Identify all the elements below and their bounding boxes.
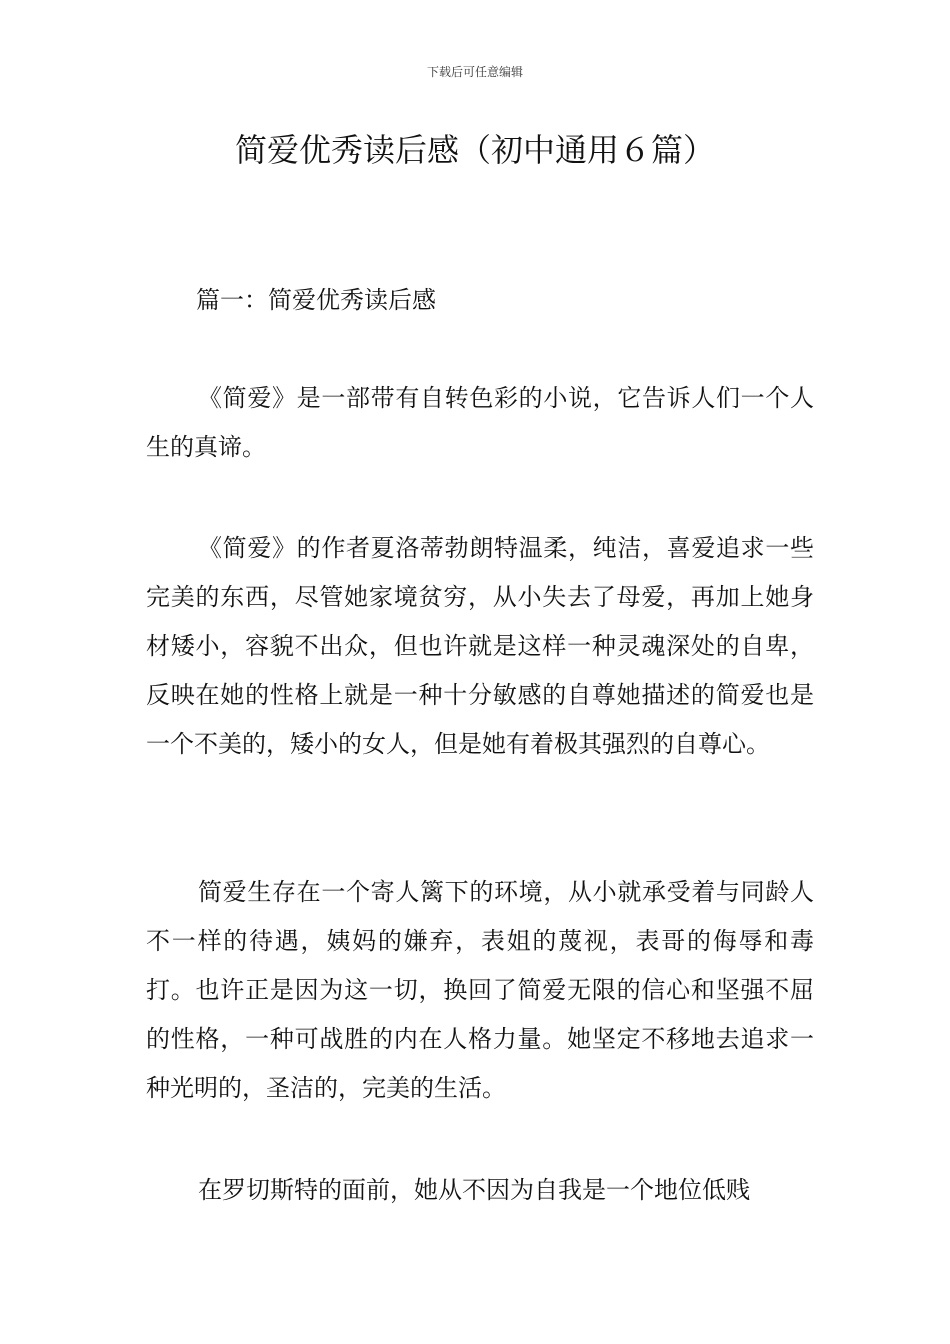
paragraph-4: 在罗切斯特的面前，她从不因为自我是一个地位低贱 bbox=[198, 1176, 750, 1204]
paragraph-1: 《简爱》是一部带有自转色彩的小说，它告诉人们一个人生的真谛。 bbox=[146, 384, 814, 461]
document-title: 简爱优秀读后感（初中通用６篇） bbox=[234, 131, 715, 169]
paragraph-3: 简爱生存在一个寄人篱下的环境，从小就承受着与同龄人不一样的待遇，姨妈的嫌弃，表姐的蔑视，表哥的侮辱和毒打。也许正是因为这一切，换回了简爱无限的信心和坚强不屈的性格，一种可战胜的内在人格力量。她坚定不移地去追求一种光明的，圣洁的，完美的生活。 bbox=[146, 878, 814, 1102]
section-heading: 篇一：简爱优秀读后感 bbox=[196, 286, 436, 314]
paragraph-2: 《简爱》的作者夏洛蒂勃朗特温柔，纯洁，喜爱追求一些完美的东西，尽管她家境贫穷，从小失去了母爱，再加上她身材矮小，容貌不出众，但也许就是这样一种灵魂深处的自卑，反映在她的性格上就是一种十分敏感的自尊她描述的简爱也是一个不美的，矮小的女人，但是她有着极其强烈的自尊心。 bbox=[146, 534, 814, 758]
header-note: 下载后可任意编辑 bbox=[426, 65, 523, 79]
